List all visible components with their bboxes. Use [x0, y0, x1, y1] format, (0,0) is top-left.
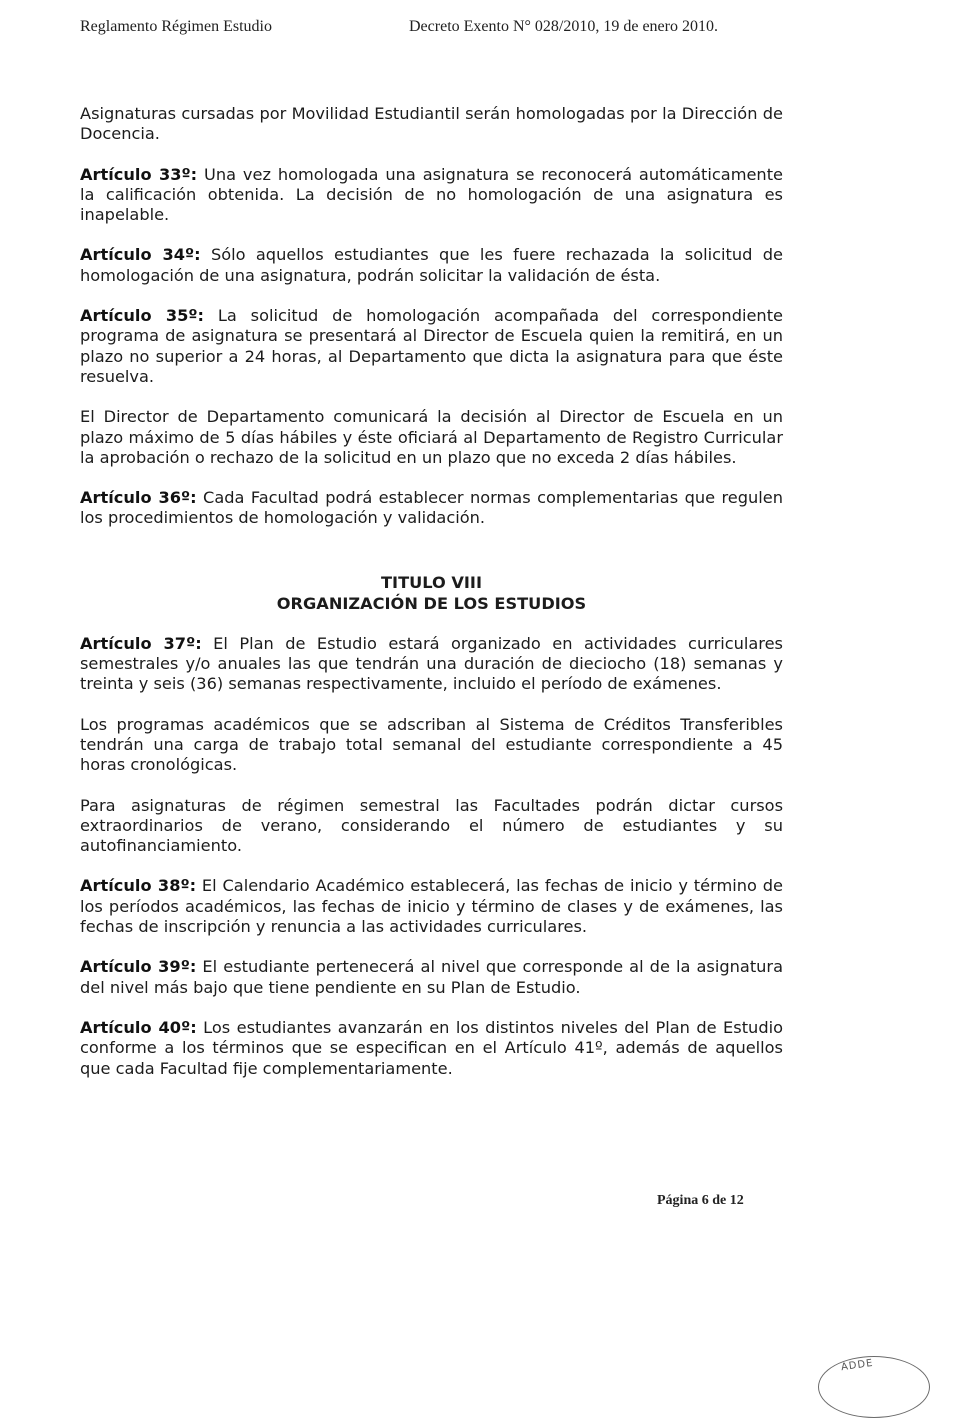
article-number: Artículo 33º:: [80, 164, 198, 184]
paragraph-text: Los programas académicos que se adscriban al Sistema de Créditos Transferibles tendrán una carga de trabajo total semanal del estudiante correspondiente a 45 horas cronológicas.: [80, 714, 783, 775]
section-title: [80, 572, 783, 614]
page-header: [80, 18, 740, 42]
paragraph: [80, 957, 783, 998]
paragraph: [80, 796, 783, 857]
section-title-number: TITULO VIII: [381, 572, 482, 592]
header-document-title: Reglamento Régimen Estudio: [80, 18, 272, 35]
paragraph-text: La solicitud de homologación acompañada del correspondiente programa de asignatura se presentará al Director de Escuela quien la remitirá, en un plazo no superior a 24 horas, al Departamento que dicta la asignatura para que éste resuelva.: [80, 306, 783, 386]
header-decree-reference: Decreto Exento N° 028/2010, 19 de enero 2010.: [409, 18, 718, 35]
paragraph: [80, 104, 783, 145]
paragraph: [80, 306, 783, 387]
paragraph: [80, 245, 783, 286]
paragraph: [80, 634, 783, 695]
article-number: Artículo 40º:: [80, 1017, 197, 1037]
stamp-seal: [818, 1356, 930, 1418]
article-number: Artículo 37º:: [80, 633, 202, 653]
paragraph: [80, 488, 783, 529]
section-title-name: ORGANIZACIÓN DE LOS ESTUDIOS: [276, 593, 587, 613]
paragraph: [80, 715, 783, 776]
article-number: Artículo 35º:: [80, 306, 205, 326]
paragraph: [80, 1018, 783, 1079]
paragraph-text: Los estudiantes avanzarán en los distintos niveles del Plan de Estudio conforme a los términos que se especifican en el Artículo 41º, además de aquellos que cada Facultad fije complementariamente.: [80, 1017, 783, 1078]
paragraph: [80, 876, 783, 937]
paragraph-text: El Calendario Académico establecerá, las fechas de inicio y término de los períodos académicos, las fechas de inicio y término de clases y de exámenes, las fechas de inscripción y renuncia a las actividades curriculares.: [80, 876, 783, 937]
paragraph-text: Para asignaturas de régimen semestral las Facultades podrán dictar cursos extraordinarios de verano, considerando el número de estudiantes y su autofinanciamiento.: [80, 795, 783, 856]
article-number: Artículo 39º:: [80, 957, 197, 977]
paragraph-text: El estudiante pertenecerá al nivel que corresponde al de la asignatura del nivel más bajo que tiene pendiente en su Plan de Estudio.: [80, 957, 783, 997]
paragraph: [80, 407, 783, 468]
article-number: Artículo 38º:: [80, 876, 197, 896]
stamp-seal-text: ADDE: [840, 1357, 875, 1374]
article-number: Artículo 36º:: [80, 488, 197, 508]
paragraph-text: Sólo aquellos estudiantes que les fuere rechazada la solicitud de homologación de una asignatura, podrán solicitar la validación de ésta.: [80, 245, 783, 285]
paragraph: [80, 165, 783, 226]
page-number: Página 6 de 12: [657, 1193, 744, 1208]
paragraph-text: El Director de Departamento comunicará la decisión al Director de Escuela en un plazo máximo de 5 días hábiles y éste oficiará al Departamento de Registro Curricular la aprobación o rechazo de la solicitud en un plazo que no exceda 2 días hábiles.: [80, 407, 783, 467]
paragraph-text: El Plan de Estudio estará organizado en actividades curriculares semestrales y/o anuales las que tendrán una duración de dieciocho (18) semanas y treinta y seis (36) semanas respectivamente, incluido el período de exámenes.: [80, 633, 783, 694]
paragraph-text: Una vez homologada una asignatura se reconocerá automáticamente la calificación obtenida. La decisión de no homologación de una asignatura es inapelable.: [80, 164, 784, 225]
document-body: [80, 104, 783, 1099]
article-number: Artículo 34º:: [80, 245, 201, 265]
paragraph-text: Cada Facultad podrá establecer normas complementarias que regulen los procedimientos de homologación y validación.: [80, 488, 783, 528]
paragraph-text: Asignaturas cursadas por Movilidad Estudiantil serán homologadas por la Dirección de Docencia.: [80, 104, 783, 144]
